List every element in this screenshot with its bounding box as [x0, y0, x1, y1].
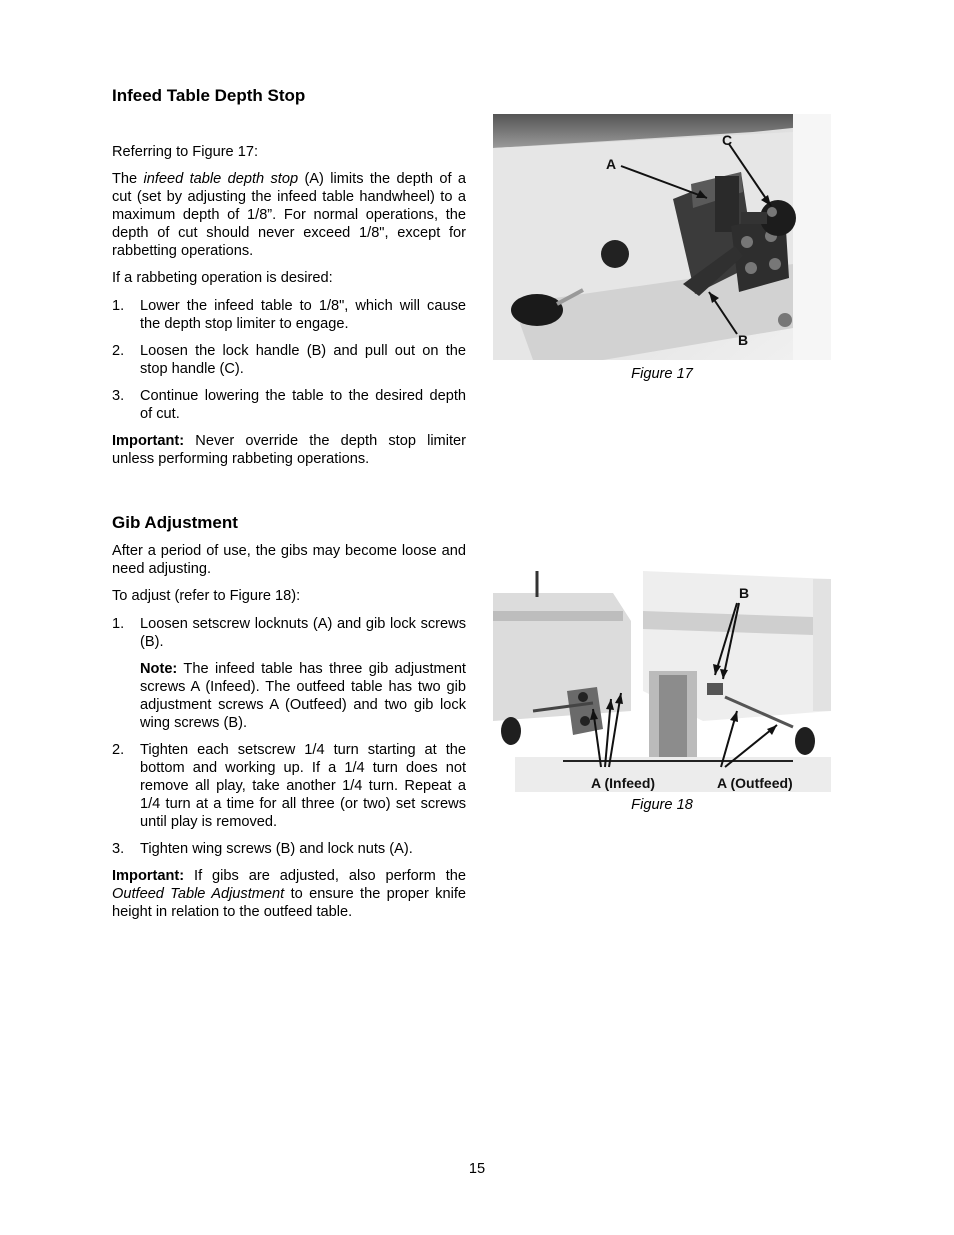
label-a-outfeed: A (Outfeed) [717, 775, 793, 791]
figure-18-caption: Figure 18 [631, 797, 693, 813]
list-item: 3. Continue lowering the table to the desired depth of cut. [112, 388, 466, 422]
label-b-fig18: B [739, 585, 750, 601]
term-depth-stop: infeed table depth stop [143, 171, 299, 187]
list-item: 2. Tighten each setscrew 1/4 turn starting at the bottom and working up. If a 1/4 turn does not remove all play, take another 1/4 turn. Repeat a 1/4 turn at a time for all three (or two) set screws until play is removed. [112, 742, 466, 830]
para-gib-refer: To adjust (refer to Figure 18): [112, 588, 301, 604]
infeed-body [112, 143, 466, 468]
label-a-infeed: A (Infeed) [591, 775, 656, 791]
heading-infeed-depth-stop: Infeed Table Depth Stop [112, 86, 306, 105]
label-b: B [738, 332, 749, 348]
para-rabbet: If a rabbeting operation is desired: [112, 270, 333, 286]
para-important: Important: Never override the depth stop limiter unless performing rabbeting operations. [112, 433, 466, 467]
list-item: 1. Lower the infeed table to 1/8", which will cause the depth stop limiter to engage. [112, 298, 466, 332]
para-intro: The infeed table depth stop (A) limits the depth of a cut (set by adjusting the infeed table handwheel) to a maximum depth of 1/8”. For normal operations, the depth of cut should never exceed 1/8", except for rabbetting operations. [112, 171, 466, 259]
section-gib-adjustment [112, 513, 466, 533]
label-a: A [606, 156, 617, 172]
gib-steps-list [112, 615, 466, 858]
figure-18-image [493, 571, 831, 792]
gib-adjustment-photo [493, 571, 831, 792]
para-gib-intro: After a period of use, the gibs may become loose and need adjusting. [112, 543, 466, 577]
figure-17-caption: Figure 17 [631, 366, 693, 382]
list-item: 3. Tighten wing screws (B) and lock nuts (A). [112, 841, 413, 857]
section-infeed-depth-stop [112, 86, 466, 106]
list-item: 1. Loosen setscrew locknuts (A) and gib lock screws (B). [112, 616, 466, 650]
label-c: C [722, 132, 733, 148]
para-gib-important: Important: If gibs are adjusted, also perform the Outfeed Table Adjustment to ensure the proper knife height in relation to the outfeed table. [112, 868, 466, 920]
note-block: Note: The infeed table has three gib adjustment screws A (Infeed). The outfeed table has two gib adjustment screws A (Outfeed) and two gib lock wing screws (B). [140, 661, 466, 731]
heading-gib-adjustment: Gib Adjustment [112, 513, 238, 532]
para-referring: Referring to Figure 17: [112, 144, 259, 160]
page-number: 15 [468, 1161, 486, 1177]
depth-stop-photo [493, 114, 831, 360]
figure-17-image [493, 114, 831, 360]
steps-list [112, 297, 466, 423]
list-item: 2. Loosen the lock handle (B) and pull out on the stop handle (C). [112, 343, 466, 377]
gib-body [112, 542, 466, 921]
